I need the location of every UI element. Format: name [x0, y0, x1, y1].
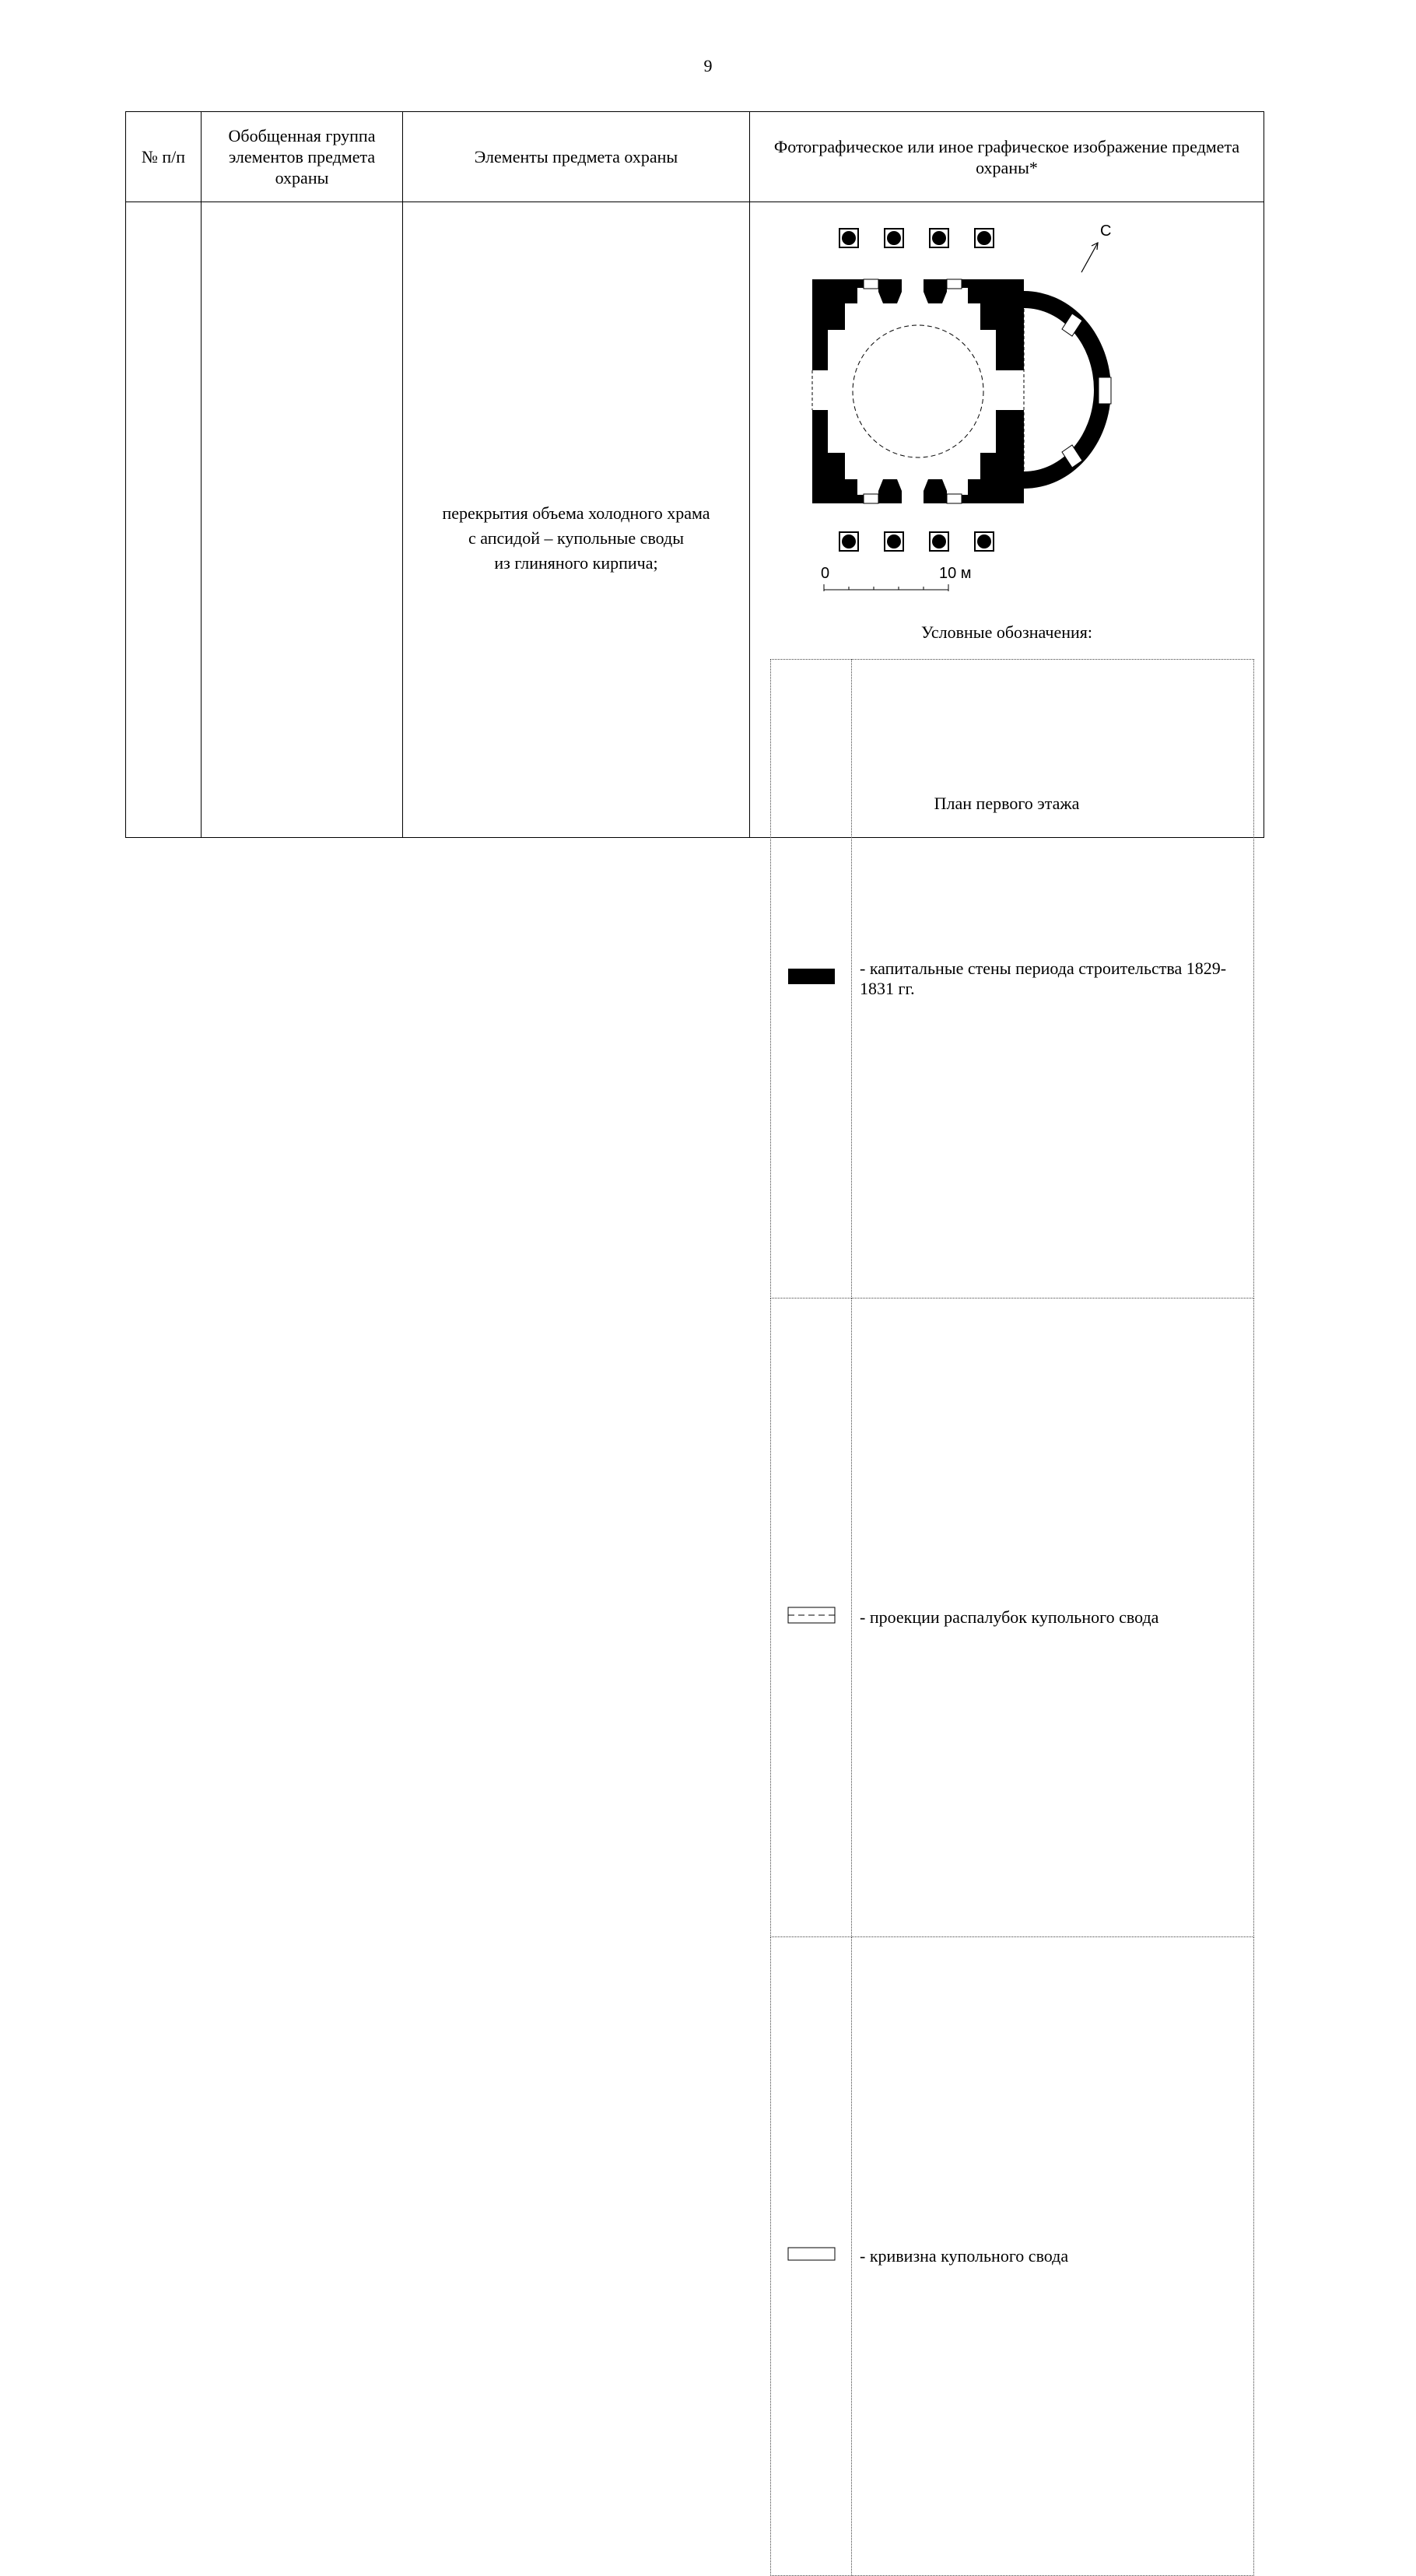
cell-num — [126, 202, 202, 838]
north-arrow-icon — [1081, 243, 1098, 272]
solid-fill-icon — [787, 967, 836, 986]
table-row — [126, 202, 1264, 838]
legend-row — [771, 660, 1254, 1299]
table-header-row — [126, 112, 1264, 202]
elements-text — [403, 501, 749, 576]
elements-text-line: перекрытия объема холодного храма — [442, 503, 710, 523]
plan-caption: План первого этажа — [934, 794, 1080, 813]
top-columns — [839, 229, 994, 247]
legend-row — [771, 1937, 1254, 2576]
floor-plan-graphic — [750, 202, 1264, 2266]
open-outline-icon — [787, 2246, 836, 2262]
cell-elements — [403, 202, 750, 838]
legend-symbol-open — [771, 1937, 852, 2576]
scale-bar — [824, 584, 948, 591]
elements-text-line: с апсидой – купольные своды — [468, 528, 685, 548]
cell-image — [750, 202, 1264, 2266]
window-openings — [864, 279, 962, 503]
header-num: № п/п — [126, 112, 202, 202]
legend-symbol-solid — [771, 660, 852, 1299]
scale-end-label: 10 м — [939, 565, 972, 582]
protection-table — [125, 111, 1264, 2266]
legend-text: - капитальные стены периода строительства 1829-1831 гг. — [852, 660, 1254, 1299]
bottom-columns — [839, 532, 994, 551]
header-group: Обобщенная группа элементов предмета охраны — [202, 112, 403, 202]
scale-start-label: 0 — [821, 565, 830, 582]
capital-walls — [812, 279, 1024, 503]
cell-group — [202, 202, 403, 838]
legend-table — [770, 659, 1254, 2576]
legend-text: - проекции распалубок купольного свода — [852, 1299, 1254, 1937]
legend-symbol-dashed — [771, 1299, 852, 1937]
page-number: 9 — [703, 56, 713, 75]
header-image: Фотографическое или иное графическое изображение предмета охраны* — [750, 112, 1264, 202]
elements-text-line: из глиняного кирпича; — [494, 553, 658, 573]
dome-projection — [853, 325, 983, 457]
floor-plan-drawing — [750, 202, 1264, 607]
legend-title: Условные обозначения: — [920, 622, 1093, 642]
header-elements: Элементы предмета охраны — [403, 112, 750, 202]
legend-text: - кривизна купольного свода — [852, 1937, 1254, 2576]
legend-row — [771, 1299, 1254, 1937]
north-label: С — [1100, 223, 1112, 240]
dashed-outline-icon — [787, 1606, 836, 1624]
